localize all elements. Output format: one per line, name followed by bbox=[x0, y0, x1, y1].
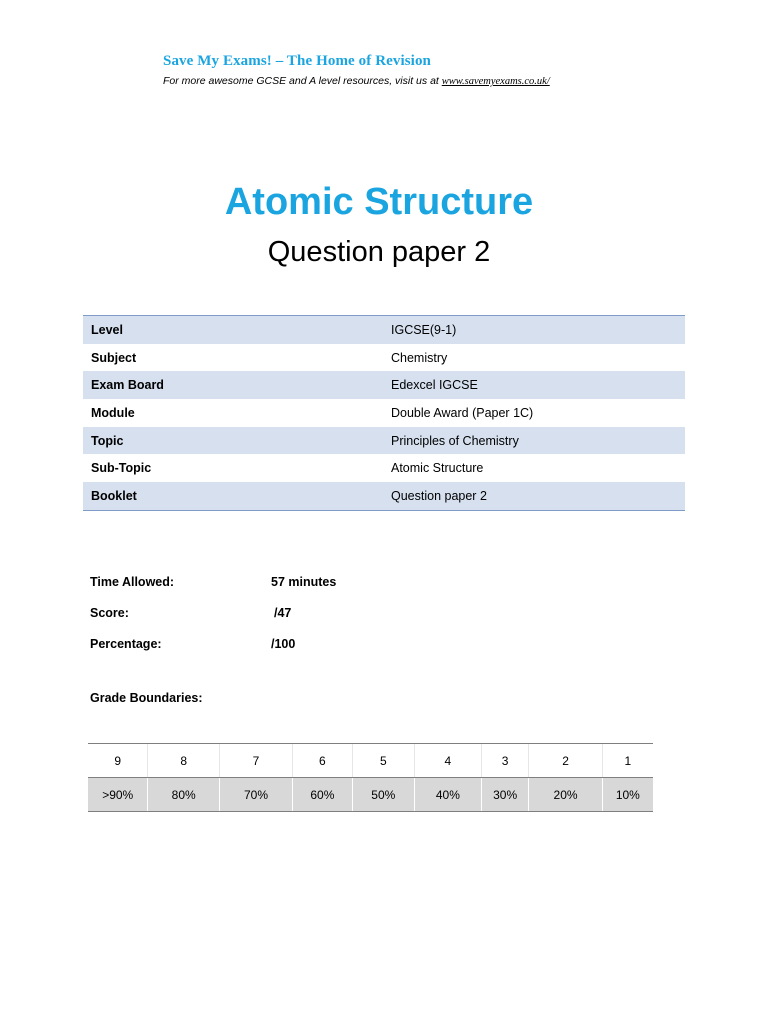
info-row-module bbox=[83, 399, 685, 427]
grade-percentage-cell: 80% bbox=[147, 778, 218, 811]
info-row-booklet bbox=[83, 482, 685, 510]
grade-header-row bbox=[88, 743, 653, 777]
grade-cell: 4 bbox=[414, 744, 481, 777]
grade-cell: 1 bbox=[602, 744, 653, 777]
info-value: Question paper 2 bbox=[391, 488, 487, 503]
time-allowed-value: 57 minutes bbox=[271, 575, 337, 589]
info-key: Topic bbox=[91, 433, 124, 448]
info-key: Sub-Topic bbox=[91, 461, 152, 476]
header-subtitle bbox=[163, 75, 550, 87]
header-subtitle-text: For more awesome GCSE and A level resources, visit us at bbox=[163, 75, 442, 87]
info-key: Level bbox=[91, 322, 123, 337]
info-value: Double Award (Paper 1C) bbox=[391, 405, 534, 420]
grade-percentage-cell: 40% bbox=[414, 778, 481, 811]
page-title: Atomic Structure bbox=[224, 181, 534, 223]
percentage-label: Percentage: bbox=[90, 637, 162, 651]
info-key: Module bbox=[91, 405, 135, 420]
grade-cell: 9 bbox=[114, 753, 122, 768]
info-value: Edexcel IGCSE bbox=[391, 378, 478, 393]
grade-cell: 7 bbox=[219, 744, 292, 777]
grade-percentage-cell: 10% bbox=[602, 778, 653, 811]
grade-boundaries-label: Grade Boundaries: bbox=[90, 691, 203, 705]
info-row-sub-topic bbox=[83, 454, 685, 482]
percentage-value: /100 bbox=[271, 637, 296, 651]
info-value: Atomic Structure bbox=[391, 461, 484, 476]
info-value: Principles of Chemistry bbox=[391, 433, 519, 448]
info-key: Subject bbox=[91, 350, 137, 365]
info-row-topic bbox=[83, 427, 685, 455]
grade-cell: 6 bbox=[292, 744, 352, 777]
grade-percentage-cell: >90% bbox=[102, 787, 134, 802]
grade-cell: 5 bbox=[352, 744, 414, 777]
grade-cell: 3 bbox=[481, 744, 529, 777]
grade-percentage-cell: 50% bbox=[352, 778, 414, 811]
website-link[interactable]: www.savemyexams.co.uk/ bbox=[441, 76, 550, 87]
grade-percentage-row bbox=[88, 777, 653, 812]
info-key: Booklet bbox=[91, 488, 137, 503]
score-value: /47 bbox=[274, 606, 292, 620]
info-row-subject bbox=[83, 344, 685, 372]
page-subtitle: Question paper 2 bbox=[267, 236, 491, 268]
time-allowed-label: Time Allowed: bbox=[90, 575, 175, 589]
grade-percentage-cell: 60% bbox=[292, 778, 352, 811]
info-value: Chemistry bbox=[391, 350, 448, 365]
info-value: IGCSE(9-1) bbox=[391, 322, 457, 337]
info-row-exam-board bbox=[83, 371, 685, 399]
info-table bbox=[83, 315, 685, 511]
grade-cell: 2 bbox=[528, 744, 601, 777]
grade-boundaries-table bbox=[88, 743, 653, 812]
grade-percentage-cell: 30% bbox=[481, 778, 529, 811]
header-brand: Save My Exams! – The Home of Revision bbox=[163, 53, 431, 69]
score-label: Score: bbox=[90, 606, 129, 620]
info-row-level bbox=[83, 316, 685, 344]
info-key: Exam Board bbox=[91, 378, 164, 393]
grade-cell: 8 bbox=[147, 744, 218, 777]
grade-percentage-cell: 70% bbox=[219, 778, 292, 811]
grade-percentage-cell: 20% bbox=[528, 778, 601, 811]
